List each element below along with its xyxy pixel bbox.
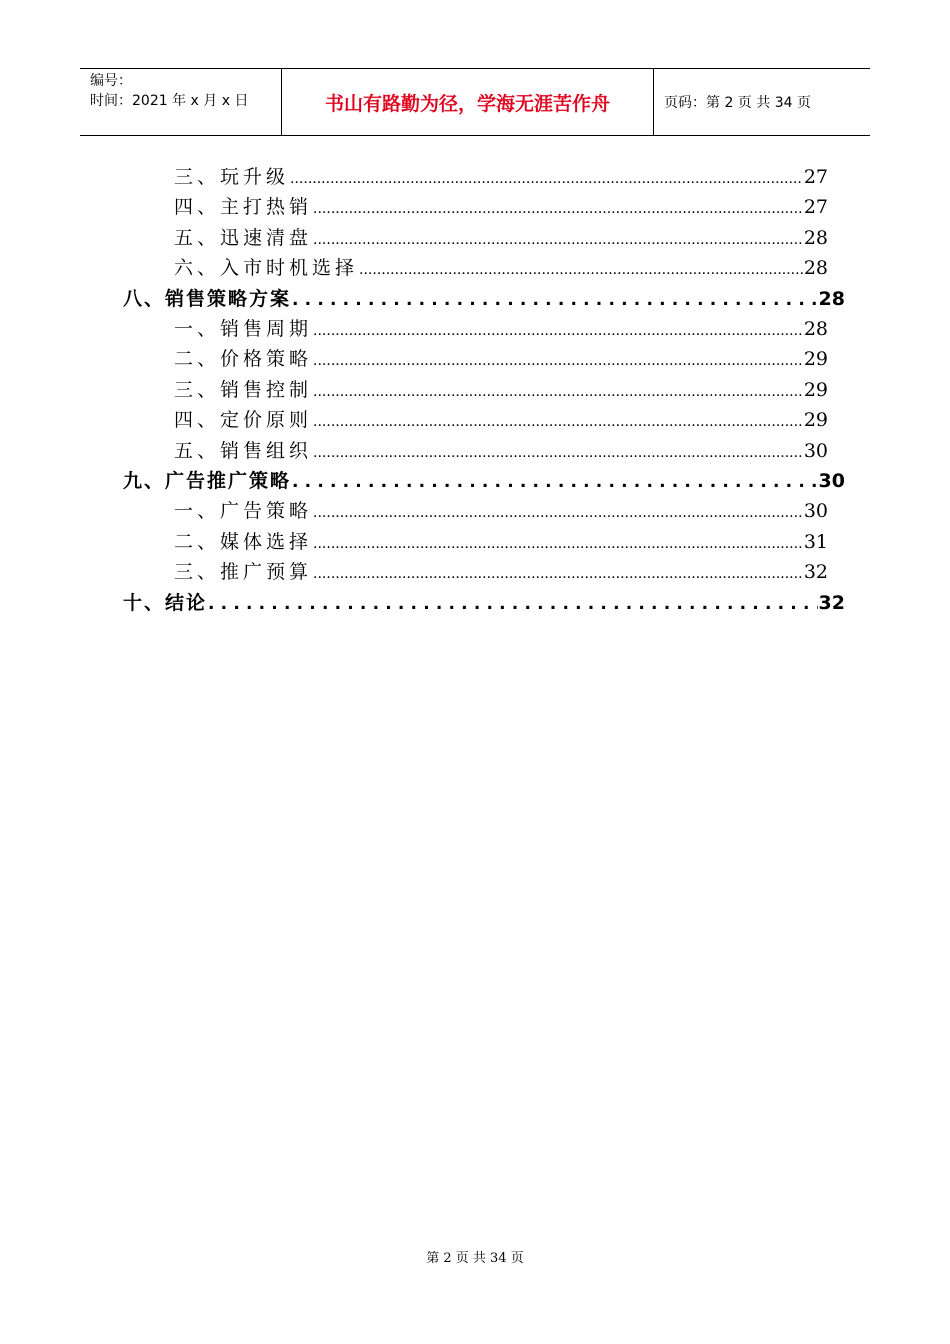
toc-leader-dots	[292, 290, 818, 310]
toc-entry-title: 二、媒体选择	[174, 530, 313, 553]
toc-leader-dots	[313, 536, 803, 552]
toc-entry-page-number: 32	[818, 591, 845, 614]
toc-entry-page-number: 30	[818, 470, 845, 492]
page-footer: 第 2 页 共 34 页	[426, 1251, 524, 1266]
toc-leader-dots	[313, 384, 803, 400]
toc-entry-title: 一、销售周期	[174, 318, 313, 340]
toc-entry-page-number: 27	[803, 166, 828, 188]
toc-leader-dots	[313, 353, 803, 369]
toc-entry[interactable]	[174, 405, 828, 435]
toc-entry[interactable]	[174, 436, 828, 466]
toc-entry[interactable]	[174, 527, 828, 557]
toc-entry[interactable]	[174, 314, 828, 344]
toc-entry-title: 四、主打热销	[174, 196, 313, 219]
toc-leader-dots	[313, 505, 803, 521]
toc-entry[interactable]	[174, 223, 828, 253]
toc-entry-page-number: 30	[803, 439, 828, 462]
toc-entry-title: 六、入市时机选择	[174, 257, 359, 280]
toc-entry-title: 四、定价原则	[174, 409, 313, 432]
toc-leader-dots	[313, 414, 803, 430]
toc-entry[interactable]	[174, 192, 828, 222]
header-meta-cell	[80, 69, 282, 135]
toc-entry-title: 三、销售控制	[174, 378, 313, 401]
toc-entry-page-number: 29	[803, 348, 828, 371]
header-motto: 书山有路勤为径，学海无涯苦作舟	[282, 69, 654, 135]
toc-leader-dots	[313, 232, 803, 248]
toc-entry-page-number: 28	[818, 287, 845, 310]
toc-entry-title: 一、广告策略	[174, 500, 313, 523]
toc-leader-dots	[208, 594, 818, 614]
toc-entry-page-number: 32	[803, 561, 828, 584]
toc-entry-page-number: 28	[803, 318, 828, 340]
toc-leader-dots	[290, 171, 803, 187]
toc-entry-title: 三、推广预算	[174, 561, 313, 584]
toc-leader-dots	[313, 201, 803, 217]
date-label: 时间：2021 年 x 月 x 日	[90, 93, 249, 109]
toc-entry-page-number: 29	[803, 378, 828, 401]
toc-leader-dots	[313, 323, 803, 339]
toc-entry-page-number: 28	[803, 257, 828, 280]
toc-entry-page-number: 29	[803, 409, 828, 432]
serial-number-label: 编号：	[90, 73, 132, 89]
toc-entry[interactable]	[174, 557, 828, 587]
header-page-info: 页码：第 2 页 共 34 页	[664, 95, 811, 111]
document-header	[80, 68, 870, 136]
toc-entry[interactable]	[174, 375, 828, 405]
toc-entry[interactable]	[123, 284, 845, 314]
toc-entry-title: 二、价格策略	[174, 348, 313, 371]
toc-entry[interactable]	[174, 162, 828, 192]
toc-entry-title: 十、结论	[123, 591, 208, 614]
toc-entry-page-number: 27	[803, 196, 828, 219]
toc-entry-title: 八、销售策略方案	[123, 287, 292, 310]
toc-entry-page-number: 28	[803, 226, 828, 249]
toc-entry-page-number: 31	[803, 530, 828, 553]
toc-entry[interactable]	[174, 496, 828, 526]
toc-entry-title: 五、迅速清盘	[174, 226, 313, 249]
toc-leader-dots	[313, 566, 803, 582]
toc-entry-title: 三、玩升级	[174, 166, 290, 188]
toc-leader-dots	[313, 445, 803, 461]
toc-entry[interactable]	[123, 466, 845, 496]
toc-entry[interactable]	[123, 588, 845, 618]
toc-entry-title: 九、广告推广策略	[123, 470, 292, 492]
toc-leader-dots	[292, 472, 818, 492]
toc-leader-dots	[359, 262, 803, 278]
toc-entry-title: 五、销售组织	[174, 439, 313, 462]
toc-entry-page-number: 30	[803, 500, 828, 523]
toc-entry[interactable]	[174, 253, 828, 283]
toc-entry[interactable]	[174, 344, 828, 374]
